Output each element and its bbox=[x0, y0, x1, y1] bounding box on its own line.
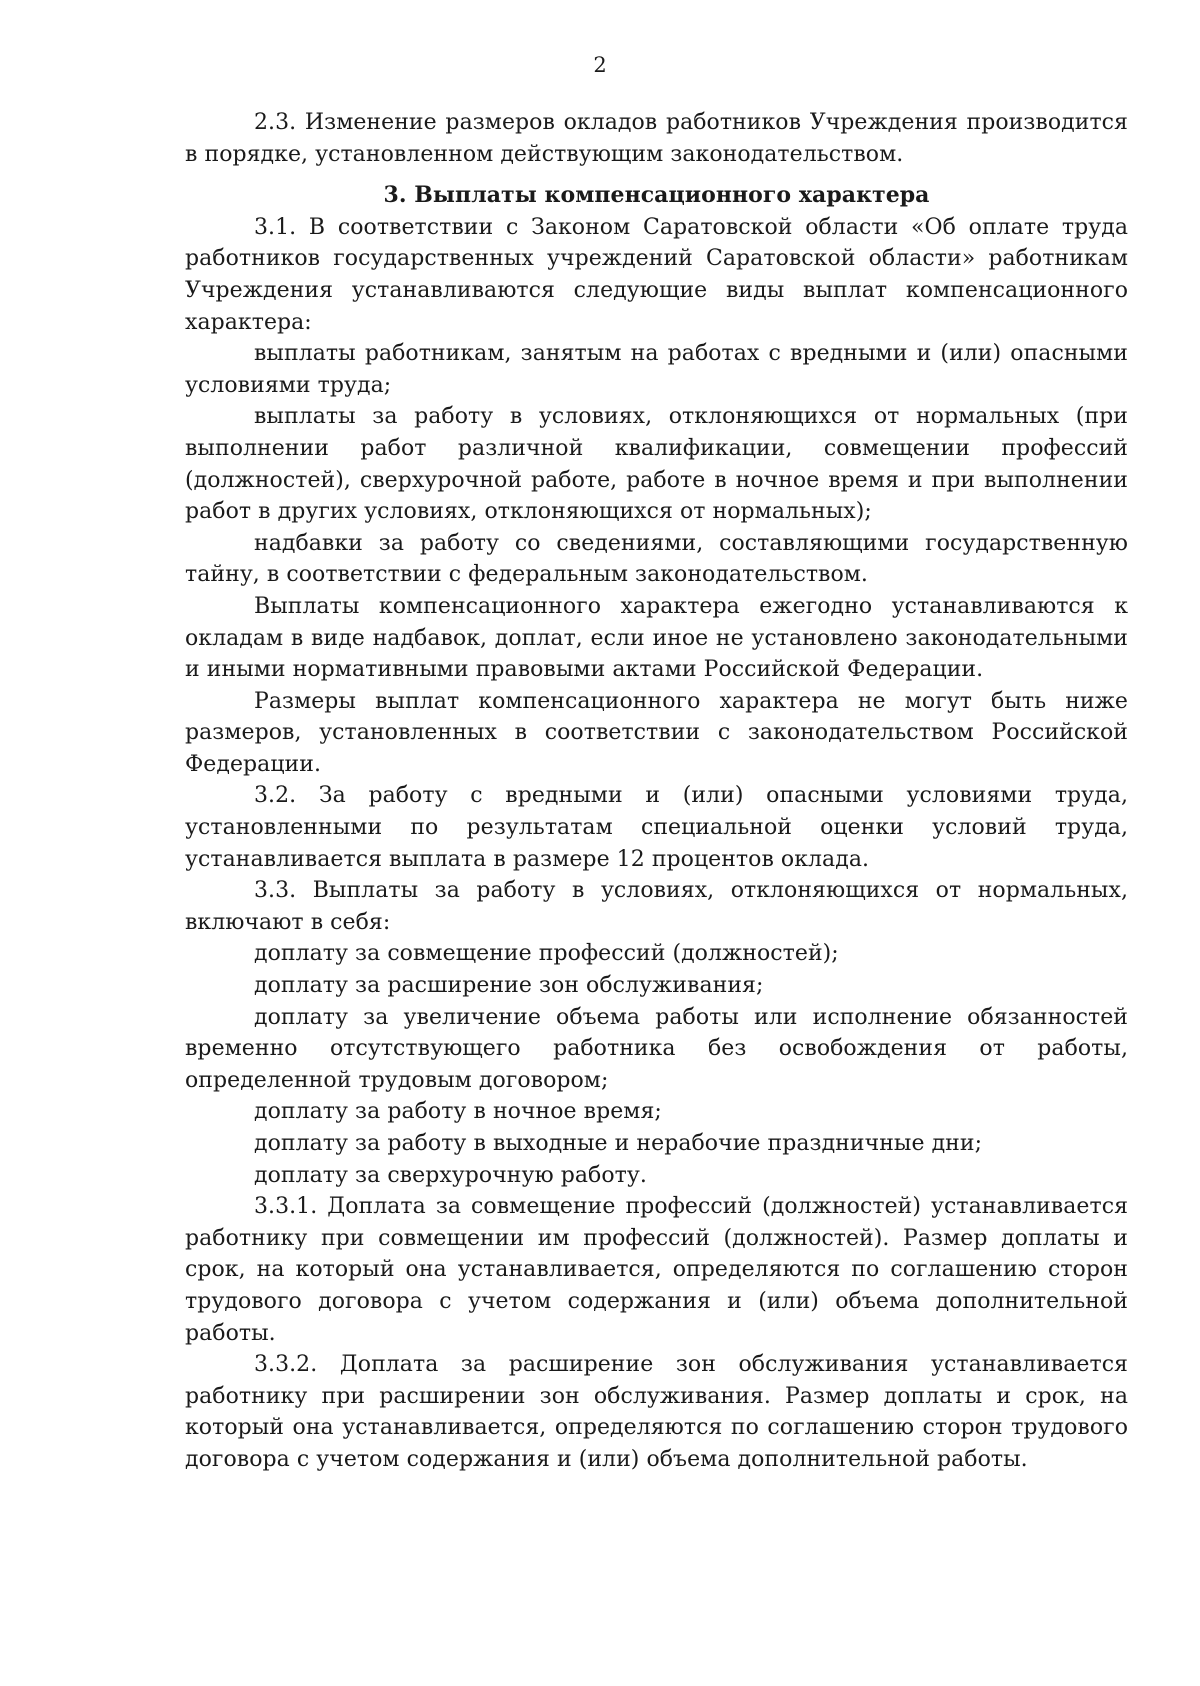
paragraph-3-3-1: 3.3.1. Доплата за совмещение профессий (должностей) устанавливается работнику при совмещении им профессий (должностей). Размер доплаты и срок, на который она устанавливается, определяются по соглашению сторон трудового договора с учетом содержания и (или) объема дополнительной работы. bbox=[185, 1194, 1128, 1346]
paragraph-payment-size: Размеры выплат компенсационного характера не могут быть ниже размеров, установленных в соответствии с законодательством Российской Федерации. bbox=[185, 688, 1128, 777]
list-item-state-secret: надбавки за работу со сведениями, составляющими государственную тайну, в соответствии с федеральным законодательством. bbox=[185, 530, 1128, 588]
list-item-night-work: доплату за работу в ночное время; bbox=[254, 1099, 662, 1125]
paragraph-3-3-2: 3.3.2. Доплата за расширение зон обслуживания устанавливается работнику при расширении зон обслуживания. Размер доплаты и срок, на который она устанавливается, определяются по соглашению сторон трудового договора с учетом содержания и (или) объема дополнительной работы. bbox=[185, 1352, 1128, 1472]
paragraph-3-1: 3.1. В соответствии с Законом Саратовской области «Об оплате труда работников государственных учреждений Саратовской области» работникам Учреждения устанавливаются следующие виды выплат компенсационного характера: bbox=[185, 214, 1128, 335]
list-item-hazardous-work: выплаты работникам, занятым на работах с вредными и (или) опасными условиями труда; bbox=[185, 341, 1128, 398]
paragraph-3-3: 3.3. Выплаты за работу в условиях, отклоняющихся от нормальных, включают в себя: bbox=[185, 878, 1128, 935]
list-item-combining-professions: доплату за совмещение профессий (должностей); bbox=[254, 941, 839, 967]
page-number: 2 bbox=[593, 53, 607, 77]
list-item-overtime: доплату за сверхурочную работу. bbox=[254, 1162, 647, 1188]
list-item-abnormal-conditions: выплаты за работу в условиях, отклоняющихся от нормальных (при выполнении работ различной квалификации, совмещении профессий (должностей), сверхурочной работе, работе в ночное время и при выполнении работ в других условиях, отклоняющихся от нормальных); bbox=[185, 404, 1128, 525]
list-item-service-zones: доплату за расширение зон обслуживания; bbox=[254, 973, 764, 999]
paragraph-2-3: 2.3. Изменение размеров окладов работников Учреждения производится в порядке, установленном действующим законодательством. bbox=[185, 110, 1128, 167]
list-item-weekend-work: доплату за работу в выходные и нерабочие праздничные дни; bbox=[254, 1131, 983, 1156]
document-body bbox=[185, 107, 1128, 1476]
section-title: 3. Выплаты компенсационного характера bbox=[383, 182, 930, 209]
list-item-workload-increase: доплату за увеличение объема работы или исполнение обязанностей временно отсутствующего работника без освобождения от работы, определенной трудовым договором; bbox=[185, 1004, 1128, 1093]
paragraph-annual-payments: Выплаты компенсационного характера ежегодно устанавливаются к окладам в виде надбавок, доплат, если иное не установлено законодательными и иными нормативными правовыми актами Российской Федерации. bbox=[185, 593, 1128, 683]
paragraph-3-2: 3.2. За работу с вредными и (или) опасными условиями труда, установленными по результатам специальной оценки условий труда, устанавливается выплата в размере 12 процентов оклада. bbox=[185, 783, 1128, 872]
